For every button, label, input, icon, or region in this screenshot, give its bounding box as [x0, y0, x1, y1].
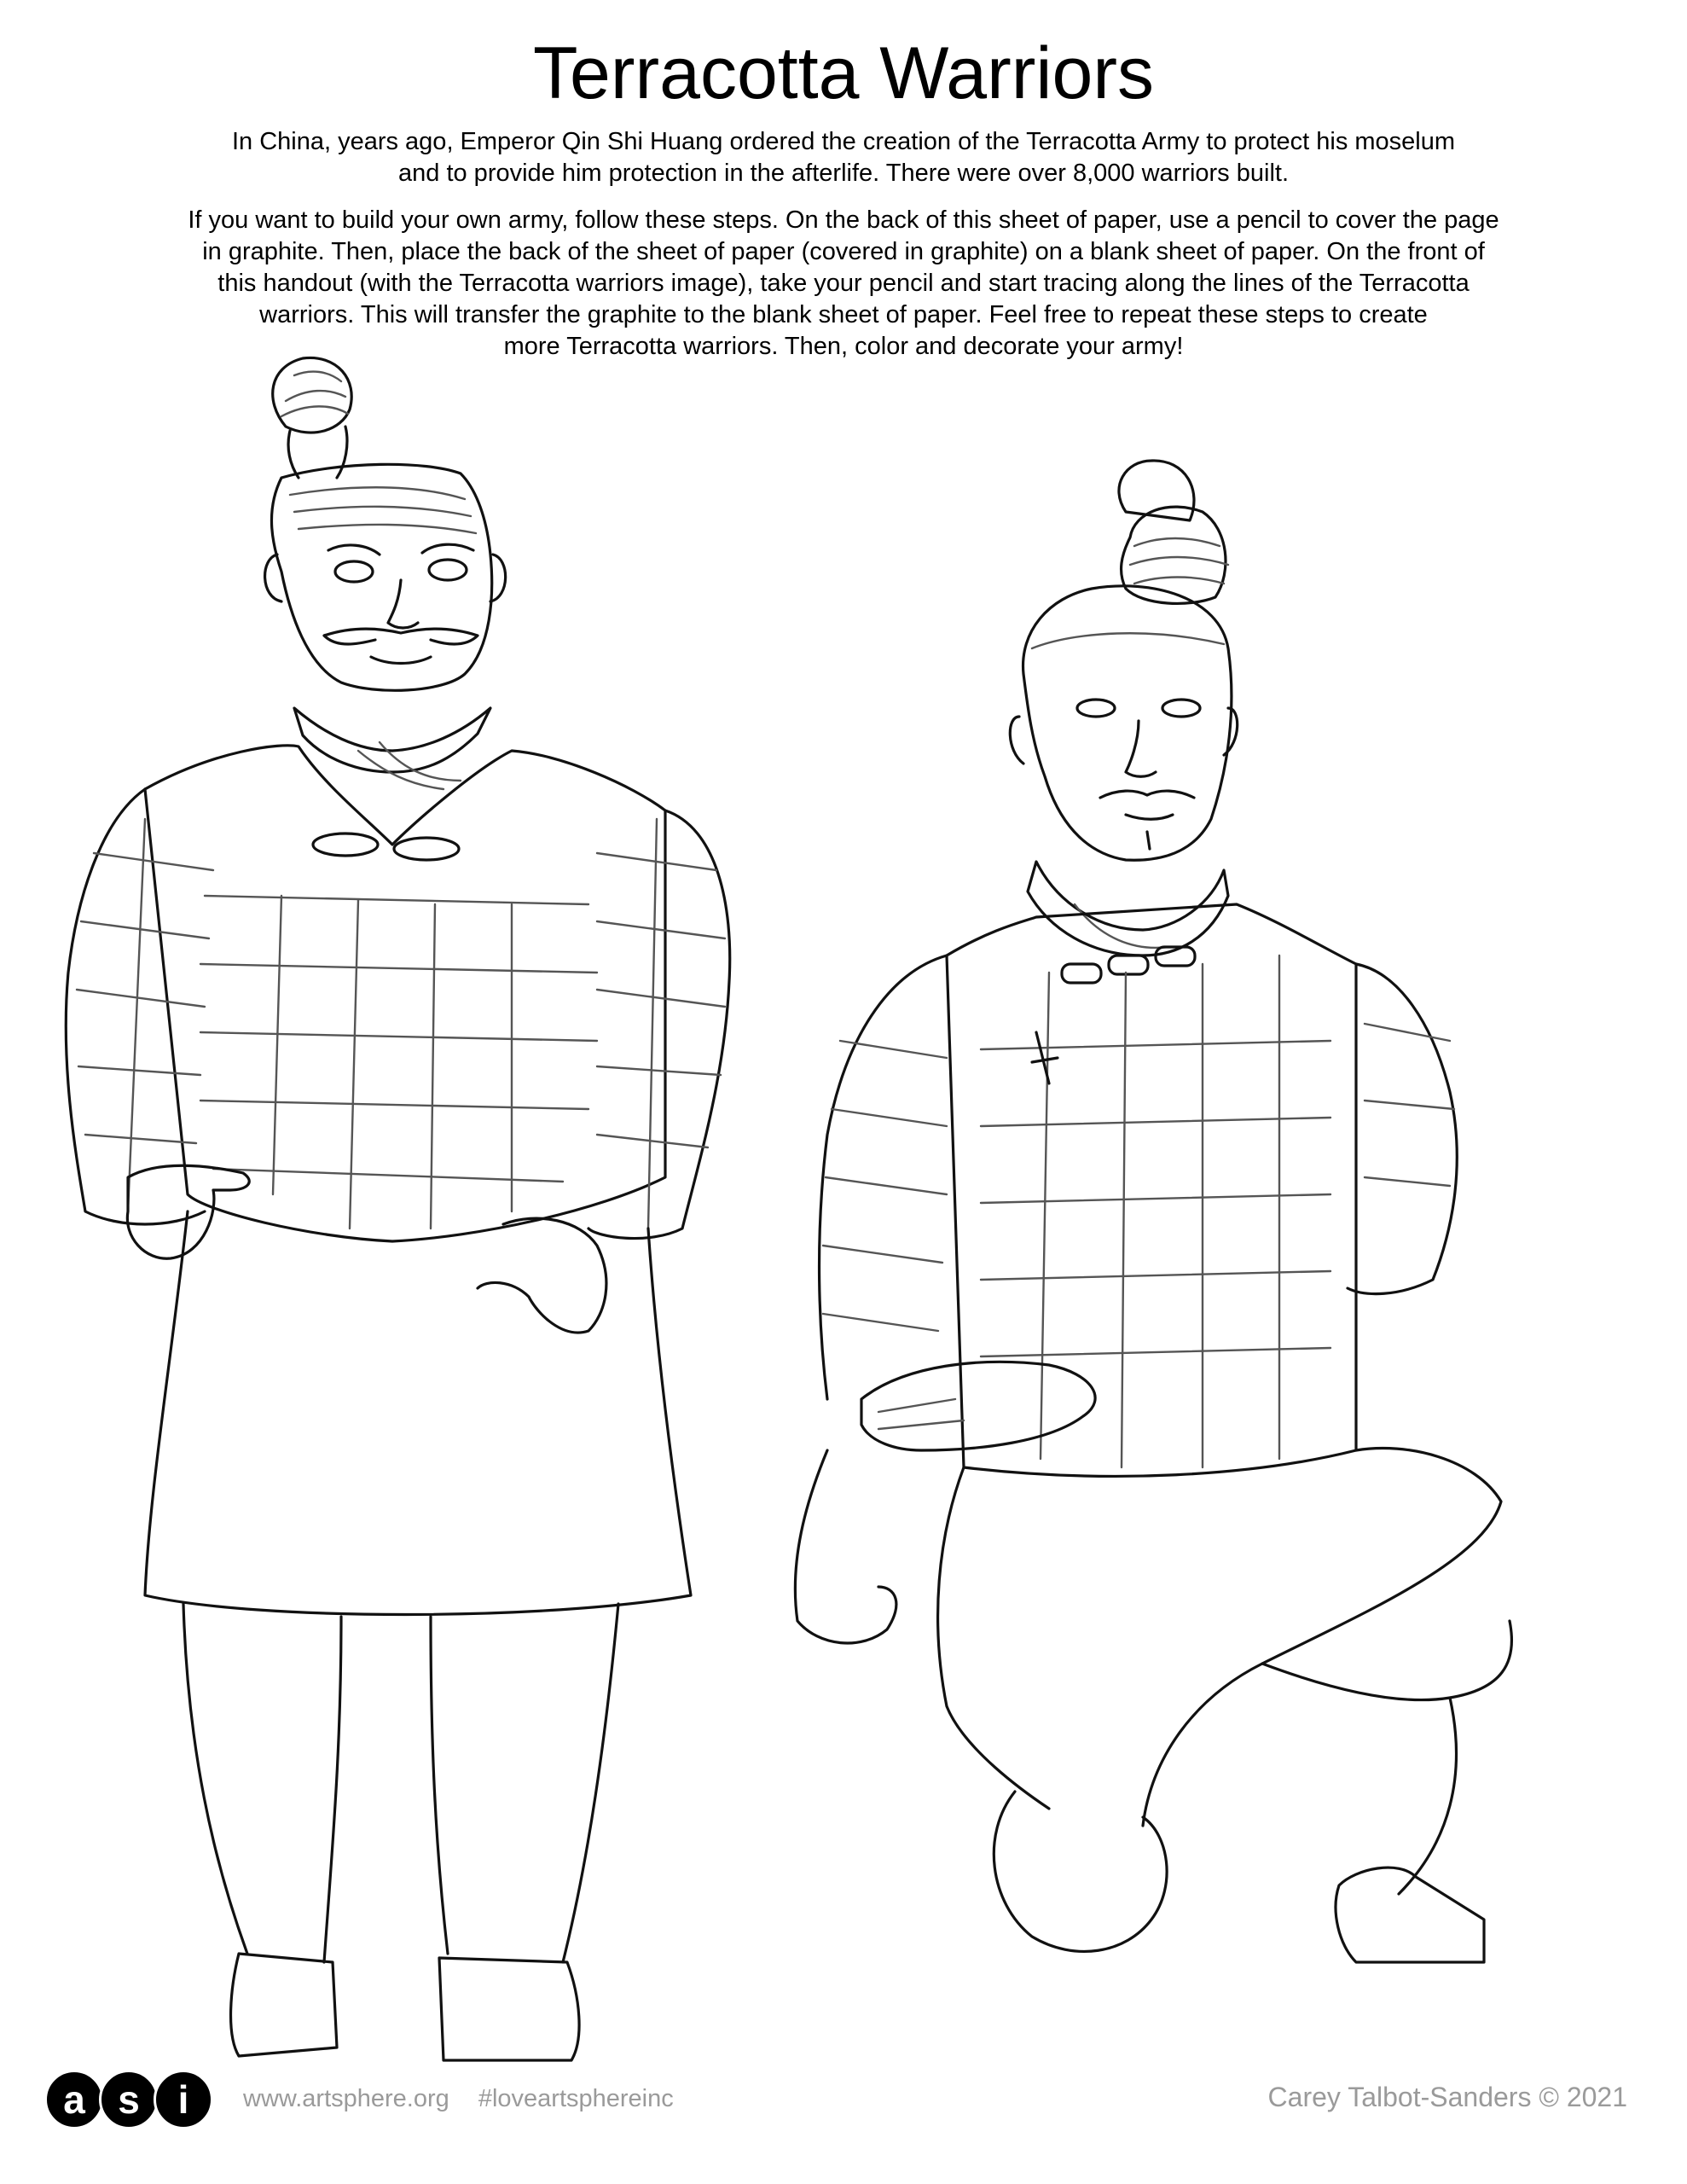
instruction-line: this handout (with the Terracotta warriors image), take your pencil and start tracing along the lines of the Terracotta: [217, 270, 1470, 297]
logo-letter: i: [154, 2070, 213, 2129]
website-link[interactable]: www.artsphere.org: [243, 2085, 449, 2112]
logo-letter: a: [44, 2070, 104, 2129]
logo-letter: s: [99, 2070, 159, 2129]
instruction-line: warriors. This will transfer the graphite to the blank sheet of paper. Feel free to repeat these steps to create: [259, 301, 1428, 328]
intro-line: In China, years ago, Emperor Qin Shi Huang ordered the creation of the Terracotta Army to protect his moselum: [231, 128, 1456, 155]
copyright-credit: Carey Talbot-Sanders © 2021: [1267, 2082, 1627, 2112]
hashtag-text: #loveartsphereinc: [478, 2085, 674, 2112]
instruction-line: If you want to build your own army, follow these steps. On the back of this sheet of paper, use a pencil to cover the page: [188, 206, 1499, 234]
instruction-line: in graphite. Then, place the back of the sheet of paper (covered in graphite) on a blank sheet of paper. On the front of: [202, 238, 1485, 265]
asi-logo: [44, 2070, 208, 2129]
footer-links: [243, 2085, 696, 2113]
kneeling-warrior: [795, 461, 1511, 1962]
instruction-line: more Terracotta warriors. Then, color and decorate your army!: [503, 333, 1184, 360]
intro-line: and to provide him protection in the afterlife. There were over 8,000 warriors built.: [398, 160, 1289, 187]
standing-warrior: [66, 357, 729, 2060]
page-title: Terracotta Warriors: [533, 32, 1154, 114]
